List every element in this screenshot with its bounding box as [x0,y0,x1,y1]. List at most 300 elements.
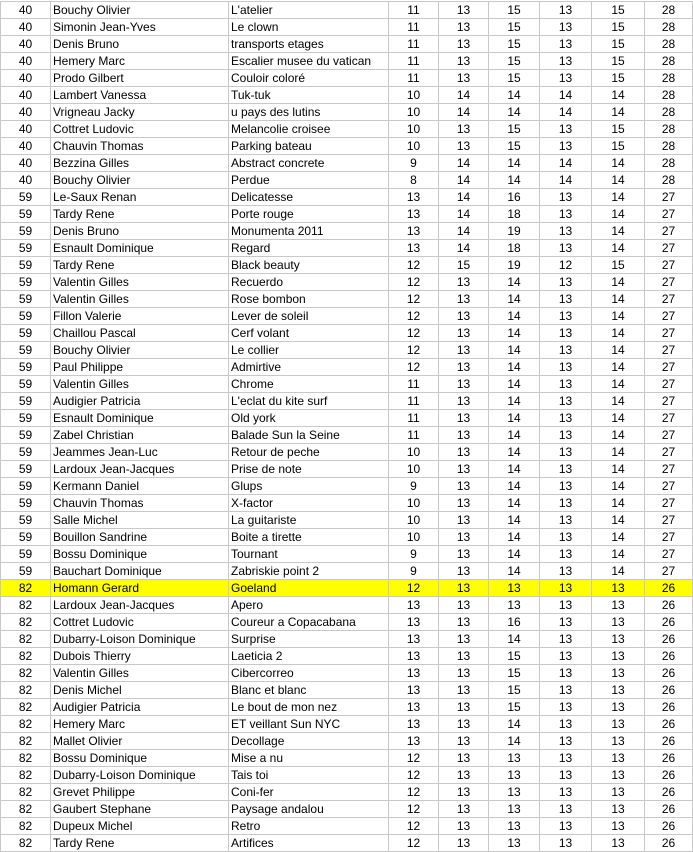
author-cell[interactable]: Dubarry-Loison Dominique [51,767,229,784]
total-cell[interactable]: 27 [645,495,693,512]
score-1-cell[interactable]: 12 [389,835,439,852]
score-5-cell[interactable]: 13 [592,597,645,614]
score-3-cell[interactable]: 14 [489,291,540,308]
score-3-cell[interactable]: 14 [489,546,540,563]
score-4-cell[interactable]: 13 [540,597,592,614]
score-5-cell[interactable]: 14 [592,529,645,546]
score-1-cell[interactable]: 12 [389,818,439,835]
total-cell[interactable]: 27 [645,410,693,427]
rank-cell[interactable]: 82 [1,835,51,852]
score-5-cell[interactable]: 15 [592,70,645,87]
rank-cell[interactable]: 82 [1,750,51,767]
table-row[interactable] [1,614,693,631]
author-cell[interactable]: Bouchy Olivier [51,342,229,359]
score-5-cell[interactable]: 14 [592,240,645,257]
author-cell[interactable]: Chauvin Thomas [51,138,229,155]
table-row[interactable] [1,495,693,512]
score-3-cell[interactable]: 14 [489,325,540,342]
table-row[interactable] [1,665,693,682]
score-2-cell[interactable]: 14 [439,87,489,104]
total-cell[interactable]: 26 [645,784,693,801]
score-2-cell[interactable]: 13 [439,767,489,784]
score-1-cell[interactable]: 13 [389,648,439,665]
score-3-cell[interactable]: 14 [489,393,540,410]
score-4-cell[interactable]: 13 [540,801,592,818]
author-cell[interactable]: Paul Philippe [51,359,229,376]
total-cell[interactable]: 27 [645,444,693,461]
score-3-cell[interactable]: 15 [489,665,540,682]
title-cell[interactable]: Le bout de mon nez [229,699,389,716]
score-5-cell[interactable]: 15 [592,138,645,155]
score-1-cell[interactable]: 13 [389,614,439,631]
score-2-cell[interactable]: 13 [439,36,489,53]
title-cell[interactable]: Cerf volant [229,325,389,342]
score-1-cell[interactable]: 11 [389,36,439,53]
score-5-cell[interactable]: 14 [592,189,645,206]
author-cell[interactable]: Bauchart Dominique [51,563,229,580]
score-2-cell[interactable]: 13 [439,716,489,733]
score-4-cell[interactable]: 13 [540,342,592,359]
table-row[interactable] [1,291,693,308]
score-3-cell[interactable]: 16 [489,189,540,206]
author-cell[interactable]: Homann Gerard [51,580,229,597]
title-cell[interactable]: Laeticia 2 [229,648,389,665]
score-3-cell[interactable]: 13 [489,597,540,614]
score-5-cell[interactable]: 13 [592,784,645,801]
score-4-cell[interactable]: 13 [540,818,592,835]
title-cell[interactable]: Chrome [229,376,389,393]
score-5-cell[interactable]: 14 [592,274,645,291]
table-row[interactable] [1,767,693,784]
author-cell[interactable]: Bouchy Olivier [51,172,229,189]
score-3-cell[interactable]: 14 [489,376,540,393]
score-3-cell[interactable]: 14 [489,342,540,359]
total-cell[interactable]: 28 [645,155,693,172]
score-3-cell[interactable]: 15 [489,648,540,665]
score-3-cell[interactable]: 14 [489,359,540,376]
score-5-cell[interactable]: 14 [592,376,645,393]
score-4-cell[interactable]: 13 [540,784,592,801]
score-3-cell[interactable]: 13 [489,767,540,784]
author-cell[interactable]: Vrigneau Jacky [51,104,229,121]
score-4-cell[interactable]: 14 [540,87,592,104]
total-cell[interactable]: 27 [645,529,693,546]
title-cell[interactable]: Surprise [229,631,389,648]
score-3-cell[interactable]: 14 [489,410,540,427]
score-5-cell[interactable]: 13 [592,682,645,699]
title-cell[interactable]: Regard [229,240,389,257]
score-2-cell[interactable]: 13 [439,427,489,444]
table-row[interactable] [1,138,693,155]
score-5-cell[interactable]: 13 [592,648,645,665]
total-cell[interactable]: 26 [645,818,693,835]
score-1-cell[interactable]: 13 [389,240,439,257]
author-cell[interactable]: Chauvin Thomas [51,495,229,512]
score-4-cell[interactable]: 13 [540,240,592,257]
score-1-cell[interactable]: 8 [389,172,439,189]
score-4-cell[interactable]: 13 [540,427,592,444]
score-4-cell[interactable]: 13 [540,563,592,580]
score-4-cell[interactable]: 13 [540,682,592,699]
total-cell[interactable]: 26 [645,835,693,852]
score-5-cell[interactable]: 14 [592,393,645,410]
table-row[interactable] [1,631,693,648]
score-2-cell[interactable]: 13 [439,682,489,699]
score-3-cell[interactable]: 14 [489,461,540,478]
title-cell[interactable]: Monumenta 2011 [229,223,389,240]
score-4-cell[interactable]: 13 [540,835,592,852]
rank-cell[interactable]: 40 [1,138,51,155]
score-2-cell[interactable]: 13 [439,784,489,801]
score-1-cell[interactable]: 11 [389,376,439,393]
score-2-cell[interactable]: 13 [439,444,489,461]
score-4-cell[interactable]: 13 [540,121,592,138]
title-cell[interactable]: Goeland [229,580,389,597]
table-row[interactable] [1,801,693,818]
score-2-cell[interactable]: 13 [439,70,489,87]
score-3-cell[interactable]: 14 [489,478,540,495]
score-5-cell[interactable]: 15 [592,121,645,138]
score-2-cell[interactable]: 14 [439,189,489,206]
title-cell[interactable]: Zabriskie point 2 [229,563,389,580]
rank-cell[interactable]: 82 [1,699,51,716]
score-2-cell[interactable]: 14 [439,155,489,172]
score-2-cell[interactable]: 13 [439,410,489,427]
score-3-cell[interactable]: 15 [489,2,540,19]
title-cell[interactable]: Le collier [229,342,389,359]
score-2-cell[interactable]: 14 [439,223,489,240]
score-2-cell[interactable]: 13 [439,461,489,478]
total-cell[interactable]: 27 [645,240,693,257]
score-1-cell[interactable]: 13 [389,223,439,240]
title-cell[interactable]: Tournant [229,546,389,563]
score-4-cell[interactable]: 13 [540,36,592,53]
score-4-cell[interactable]: 13 [540,274,592,291]
score-4-cell[interactable]: 13 [540,325,592,342]
author-cell[interactable]: Cottret Ludovic [51,121,229,138]
score-5-cell[interactable]: 14 [592,546,645,563]
title-cell[interactable]: Artifices [229,835,389,852]
total-cell[interactable]: 28 [645,70,693,87]
author-cell[interactable]: Bouillon Sandrine [51,529,229,546]
rank-cell[interactable]: 82 [1,716,51,733]
score-3-cell[interactable]: 16 [489,614,540,631]
author-cell[interactable]: Kermann Daniel [51,478,229,495]
title-cell[interactable]: Boite a tirette [229,529,389,546]
total-cell[interactable]: 26 [645,767,693,784]
rank-cell[interactable]: 59 [1,223,51,240]
table-row[interactable] [1,427,693,444]
title-cell[interactable]: Retour de peche [229,444,389,461]
table-row[interactable] [1,308,693,325]
total-cell[interactable]: 27 [645,189,693,206]
author-cell[interactable]: Prodo Gilbert [51,70,229,87]
score-4-cell[interactable]: 13 [540,461,592,478]
title-cell[interactable]: Delicatesse [229,189,389,206]
rank-cell[interactable]: 59 [1,393,51,410]
rank-cell[interactable]: 40 [1,19,51,36]
score-4-cell[interactable]: 13 [540,138,592,155]
total-cell[interactable]: 27 [645,461,693,478]
score-2-cell[interactable]: 13 [439,699,489,716]
score-4-cell[interactable]: 13 [540,716,592,733]
score-5-cell[interactable]: 15 [592,53,645,70]
rank-cell[interactable]: 59 [1,529,51,546]
total-cell[interactable]: 27 [645,325,693,342]
title-cell[interactable]: L'atelier [229,2,389,19]
score-3-cell[interactable]: 14 [489,444,540,461]
rank-cell[interactable]: 59 [1,206,51,223]
score-5-cell[interactable]: 13 [592,750,645,767]
score-1-cell[interactable]: 13 [389,682,439,699]
score-4-cell[interactable]: 13 [540,512,592,529]
score-1-cell[interactable]: 13 [389,189,439,206]
score-4-cell[interactable]: 13 [540,2,592,19]
author-cell[interactable]: Bossu Dominique [51,546,229,563]
author-cell[interactable]: Valentin Gilles [51,665,229,682]
score-1-cell[interactable]: 12 [389,308,439,325]
score-1-cell[interactable]: 11 [389,393,439,410]
score-5-cell[interactable]: 14 [592,410,645,427]
score-3-cell[interactable]: 13 [489,750,540,767]
score-1-cell[interactable]: 11 [389,70,439,87]
total-cell[interactable]: 28 [645,19,693,36]
author-cell[interactable]: Valentin Gilles [51,291,229,308]
score-3-cell[interactable]: 14 [489,563,540,580]
score-2-cell[interactable]: 13 [439,138,489,155]
total-cell[interactable]: 26 [645,801,693,818]
score-4-cell[interactable]: 14 [540,104,592,121]
score-3-cell[interactable]: 15 [489,699,540,716]
title-cell[interactable]: Cibercorreo [229,665,389,682]
rank-cell[interactable]: 82 [1,580,51,597]
score-2-cell[interactable]: 13 [439,546,489,563]
title-cell[interactable]: Old york [229,410,389,427]
rank-cell[interactable]: 82 [1,597,51,614]
rank-cell[interactable]: 59 [1,410,51,427]
total-cell[interactable]: 27 [645,563,693,580]
rank-cell[interactable]: 40 [1,53,51,70]
rank-cell[interactable]: 59 [1,291,51,308]
author-cell[interactable]: Gaubert Stephane [51,801,229,818]
author-cell[interactable]: Fillon Valerie [51,308,229,325]
rank-cell[interactable]: 59 [1,240,51,257]
total-cell[interactable]: 27 [645,427,693,444]
score-1-cell[interactable]: 9 [389,546,439,563]
score-2-cell[interactable]: 13 [439,291,489,308]
author-cell[interactable]: Lardoux Jean-Jacques [51,461,229,478]
author-cell[interactable]: Hemery Marc [51,716,229,733]
total-cell[interactable]: 27 [645,376,693,393]
total-cell[interactable]: 28 [645,172,693,189]
rank-cell[interactable]: 59 [1,376,51,393]
score-1-cell[interactable]: 13 [389,733,439,750]
rank-cell[interactable]: 82 [1,733,51,750]
table-row[interactable] [1,325,693,342]
total-cell[interactable]: 27 [645,359,693,376]
table-row[interactable] [1,155,693,172]
author-cell[interactable]: Tardy Rene [51,257,229,274]
author-cell[interactable]: Valentin Gilles [51,274,229,291]
score-3-cell[interactable]: 19 [489,223,540,240]
score-3-cell[interactable]: 18 [489,240,540,257]
total-cell[interactable]: 27 [645,512,693,529]
score-1-cell[interactable]: 10 [389,512,439,529]
score-5-cell[interactable]: 13 [592,580,645,597]
title-cell[interactable]: Decollage [229,733,389,750]
score-3-cell[interactable]: 15 [489,70,540,87]
score-5-cell[interactable]: 14 [592,206,645,223]
score-4-cell[interactable]: 13 [540,614,592,631]
score-2-cell[interactable]: 13 [439,393,489,410]
title-cell[interactable]: La guitariste [229,512,389,529]
score-2-cell[interactable]: 13 [439,648,489,665]
author-cell[interactable]: Jeammes Jean-Luc [51,444,229,461]
author-cell[interactable]: Denis Bruno [51,223,229,240]
rank-cell[interactable]: 40 [1,2,51,19]
rank-cell[interactable]: 40 [1,172,51,189]
score-2-cell[interactable]: 13 [439,529,489,546]
title-cell[interactable]: Admirtive [229,359,389,376]
score-4-cell[interactable]: 13 [540,750,592,767]
score-5-cell[interactable]: 14 [592,461,645,478]
title-cell[interactable]: Paysage andalou [229,801,389,818]
author-cell[interactable]: Denis Michel [51,682,229,699]
score-3-cell[interactable]: 14 [489,631,540,648]
title-cell[interactable]: Parking bateau [229,138,389,155]
rank-cell[interactable]: 59 [1,189,51,206]
rank-cell[interactable]: 82 [1,682,51,699]
total-cell[interactable]: 26 [645,699,693,716]
score-2-cell[interactable]: 13 [439,733,489,750]
score-4-cell[interactable]: 12 [540,257,592,274]
table-row[interactable] [1,342,693,359]
score-1-cell[interactable]: 13 [389,631,439,648]
score-5-cell[interactable]: 14 [592,155,645,172]
table-row[interactable] [1,19,693,36]
rank-cell[interactable]: 82 [1,631,51,648]
score-2-cell[interactable]: 14 [439,104,489,121]
score-5-cell[interactable]: 13 [592,631,645,648]
author-cell[interactable]: Dubois Thierry [51,648,229,665]
table-row[interactable] [1,70,693,87]
score-4-cell[interactable]: 13 [540,546,592,563]
score-3-cell[interactable]: 14 [489,427,540,444]
score-4-cell[interactable]: 13 [540,665,592,682]
title-cell[interactable]: Rose bombon [229,291,389,308]
score-2-cell[interactable]: 13 [439,325,489,342]
title-cell[interactable]: Coni-fer [229,784,389,801]
table-row[interactable] [1,274,693,291]
author-cell[interactable]: Dupeux Michel [51,818,229,835]
score-1-cell[interactable]: 12 [389,325,439,342]
table-row[interactable] [1,784,693,801]
title-cell[interactable]: Coureur a Copacabana [229,614,389,631]
author-cell[interactable]: Chaillou Pascal [51,325,229,342]
table-row[interactable] [1,53,693,70]
author-cell[interactable]: Mallet Olivier [51,733,229,750]
score-3-cell[interactable]: 15 [489,53,540,70]
score-2-cell[interactable]: 13 [439,665,489,682]
title-cell[interactable]: Apero [229,597,389,614]
rank-cell[interactable]: 59 [1,512,51,529]
score-3-cell[interactable]: 13 [489,835,540,852]
score-3-cell[interactable]: 13 [489,784,540,801]
score-1-cell[interactable]: 12 [389,257,439,274]
score-2-cell[interactable]: 13 [439,563,489,580]
score-1-cell[interactable]: 11 [389,410,439,427]
score-5-cell[interactable]: 13 [592,699,645,716]
table-row[interactable] [1,716,693,733]
score-3-cell[interactable]: 14 [489,495,540,512]
total-cell[interactable]: 27 [645,342,693,359]
table-row[interactable] [1,104,693,121]
score-1-cell[interactable]: 11 [389,2,439,19]
table-row[interactable] [1,750,693,767]
total-cell[interactable]: 28 [645,138,693,155]
table-row[interactable] [1,359,693,376]
rank-cell[interactable]: 40 [1,104,51,121]
total-cell[interactable]: 27 [645,478,693,495]
score-4-cell[interactable]: 13 [540,53,592,70]
rank-cell[interactable]: 59 [1,325,51,342]
score-2-cell[interactable]: 13 [439,801,489,818]
score-2-cell[interactable]: 13 [439,512,489,529]
title-cell[interactable]: Perdue [229,172,389,189]
table-row[interactable] [1,563,693,580]
title-cell[interactable]: Recuerdo [229,274,389,291]
rank-cell[interactable]: 40 [1,87,51,104]
author-cell[interactable]: Audigier Patricia [51,699,229,716]
score-1-cell[interactable]: 10 [389,121,439,138]
score-1-cell[interactable]: 10 [389,87,439,104]
score-2-cell[interactable]: 13 [439,818,489,835]
score-4-cell[interactable]: 13 [540,189,592,206]
score-4-cell[interactable]: 13 [540,699,592,716]
total-cell[interactable]: 26 [645,580,693,597]
score-3-cell[interactable]: 19 [489,257,540,274]
total-cell[interactable]: 26 [645,733,693,750]
score-5-cell[interactable]: 14 [592,563,645,580]
score-3-cell[interactable]: 14 [489,172,540,189]
score-1-cell[interactable]: 9 [389,563,439,580]
score-3-cell[interactable]: 14 [489,274,540,291]
author-cell[interactable]: Grevet Philippe [51,784,229,801]
rank-cell[interactable]: 82 [1,767,51,784]
score-2-cell[interactable]: 13 [439,376,489,393]
score-2-cell[interactable]: 13 [439,750,489,767]
total-cell[interactable]: 27 [645,274,693,291]
author-cell[interactable]: Simonin Jean-Yves [51,19,229,36]
score-4-cell[interactable]: 13 [540,359,592,376]
score-4-cell[interactable]: 13 [540,444,592,461]
title-cell[interactable]: u pays des lutins [229,104,389,121]
score-2-cell[interactable]: 13 [439,580,489,597]
title-cell[interactable]: Melancolie croisee [229,121,389,138]
total-cell[interactable]: 27 [645,393,693,410]
table-row[interactable] [1,223,693,240]
score-1-cell[interactable]: 13 [389,716,439,733]
author-cell[interactable]: Bossu Dominique [51,750,229,767]
total-cell[interactable]: 27 [645,546,693,563]
score-4-cell[interactable]: 13 [540,580,592,597]
score-5-cell[interactable]: 13 [592,733,645,750]
author-cell[interactable]: Cottret Ludovic [51,614,229,631]
author-cell[interactable]: Tardy Rene [51,206,229,223]
author-cell[interactable]: Denis Bruno [51,36,229,53]
score-1-cell[interactable]: 12 [389,342,439,359]
table-row[interactable] [1,818,693,835]
